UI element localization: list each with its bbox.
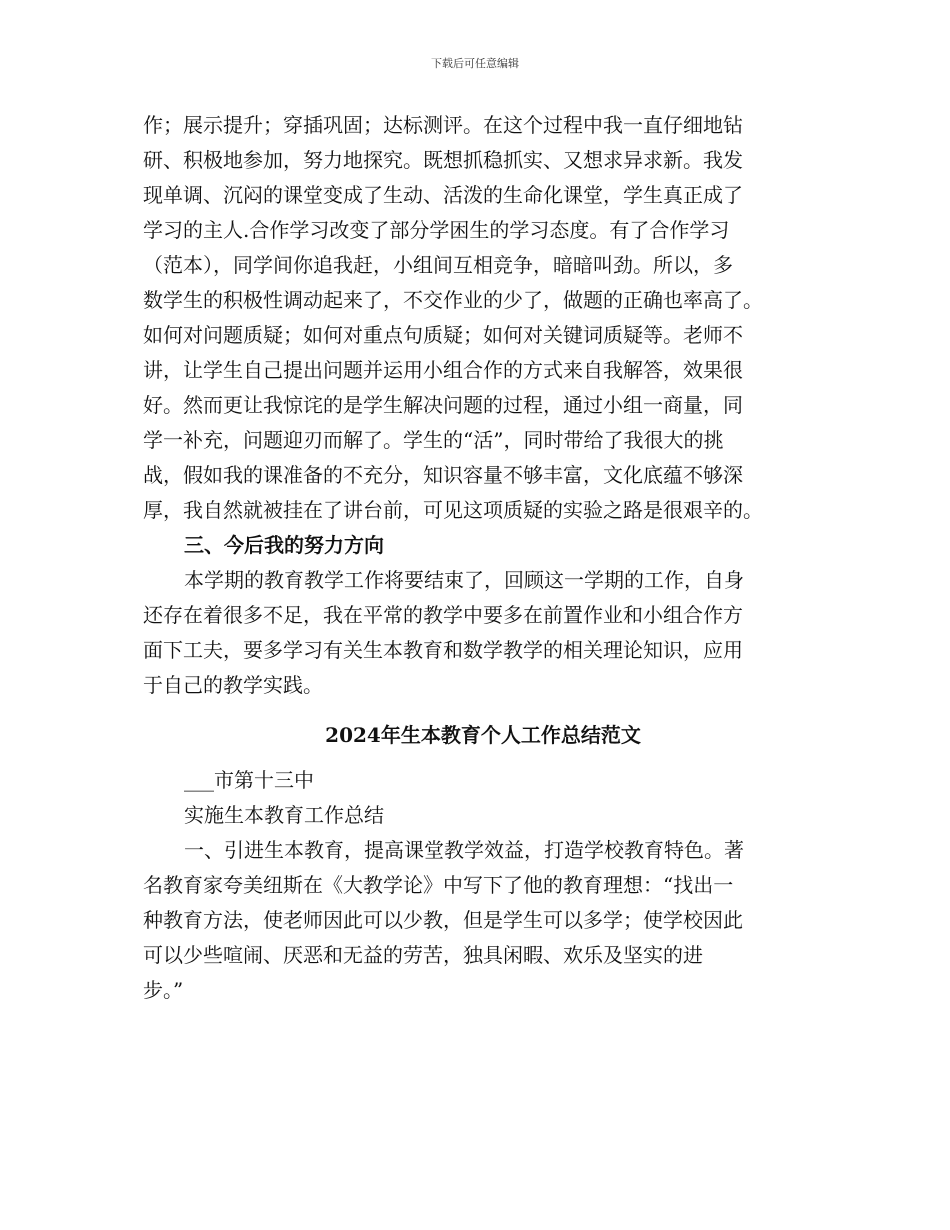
page-header: 下载后可任意编辑 <box>431 57 519 70</box>
paragraph-future-direction <box>143 563 823 703</box>
text-line: （范本），同学间你追我赶，小组间互相竞争，暗暗叫劲。所以，多 <box>143 253 733 277</box>
document-body <box>143 108 823 1008</box>
text-line: 名教育家夸美纽斯在《大教学论》中写下了他的教育理想：“找出一 <box>143 873 734 897</box>
text-line: 讲，让学生自己提出问题并运用小组合作的方式来自我解答，效果很 <box>143 358 743 382</box>
text-line: 可以少些喧闹、厌恶和无益的劳苦，独具闲暇、欢乐及坚实的进 <box>143 943 703 967</box>
text-line: 数学生的积极性调动起来了，不交作业的少了，做题的正确也率高了。 <box>143 288 763 312</box>
school-name: ___市第十三中 <box>184 768 314 792</box>
text-line: 厚，我自然就被挂在了讲台前，可见这项质疑的实验之路是很艰辛的。 <box>143 498 763 522</box>
article-subtitle: 实施生本教育工作总结 <box>184 803 384 827</box>
text-line: 好。然而更让我惊诧的是学生解决问题的过程，通过小组一商量，同 <box>143 393 743 417</box>
text-line: 学一补充，问题迎刃而解了。学生的“活”，同时带给了我很大的挑 <box>143 428 724 452</box>
paragraph-previous-continuation <box>143 108 823 528</box>
text-line: 本学期的教育教学工作将要结束了，回顾这一学期的工作，自身 <box>184 568 744 592</box>
text-line: 于自己的教学实践。 <box>143 673 323 697</box>
text-line: 面下工夫，要多学习有关生本教育和数学教学的相关理论知识，应用 <box>143 638 743 662</box>
text-line: 作；展示提升；穿插巩固；达标测评。在这个过程中我一直仔细地钻 <box>143 113 743 137</box>
text-line: 学习的主人.合作学习改变了部分学困生的学习态度。有了合作学习 <box>143 218 730 242</box>
text-line: 还存在着很多不足，我在平常的教学中要多在前置作业和小组合作方 <box>143 603 743 627</box>
article-title: 2024年生本教育个人工作总结范文 <box>325 723 641 747</box>
text-line: 现单调、沉闷的课堂变成了生动、活泼的生命化课堂，学生真正成了 <box>143 183 743 207</box>
text-line: 一、引进生本教育，提高课堂教学效益，打造学校教育特色。著 <box>184 838 744 862</box>
text-line: 研、积极地参加，努力地探究。既想抓稳抓实、又想求异求新。我发 <box>143 148 743 172</box>
text-line: 如何对问题质疑；如何对重点句质疑；如何对关键词质疑等。老师不 <box>143 323 743 347</box>
text-line: 种教育方法，使老师因此可以少教，但是学生可以多学；使学校因此 <box>143 908 743 932</box>
text-line: 步。” <box>143 978 184 1002</box>
paragraph-introduction <box>143 833 823 1008</box>
section-heading: 三、今后我的努力方向 <box>184 533 384 557</box>
text-line: 战，假如我的课准备的不充分，知识容量不够丰富，文化底蕴不够深 <box>143 463 743 487</box>
